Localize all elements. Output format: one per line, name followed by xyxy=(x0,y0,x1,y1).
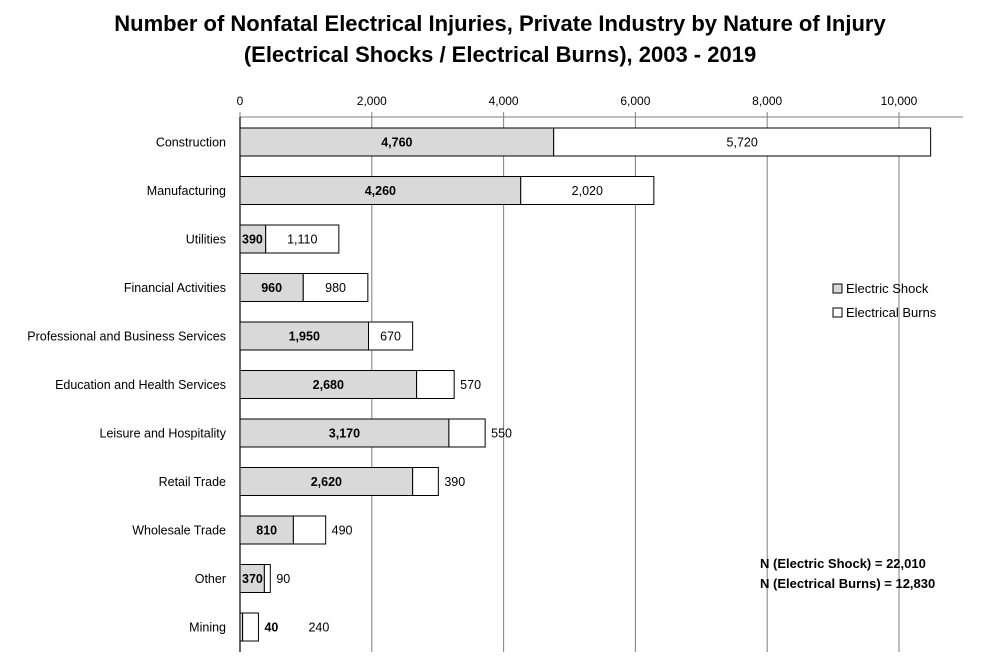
data-label-electric-shock: 2,680 xyxy=(312,378,344,392)
chart-title-line-1: Number of Nonfatal Electrical Injuries, Private Industry by Nature of Injury xyxy=(114,11,886,36)
bar-electrical-burns xyxy=(413,468,439,496)
annotation-electric-shock-total: N (Electric Shock) = 22,010 xyxy=(760,556,926,571)
data-label-electrical-burns: 90 xyxy=(276,572,291,586)
legend-entry: Electric Shock xyxy=(846,281,929,296)
x-axis-ticks xyxy=(237,94,918,117)
data-label-electric-shock: 3,170 xyxy=(328,426,361,441)
category-label: Utilities xyxy=(185,232,226,247)
totals-annotation xyxy=(760,556,935,591)
category-label: Other xyxy=(194,572,226,586)
legend-swatch xyxy=(833,308,842,317)
data-label-electric-shock: 810 xyxy=(256,523,278,538)
x-tick-label: 0 xyxy=(236,94,244,108)
legend-swatch xyxy=(833,284,842,293)
legend xyxy=(833,281,937,320)
bar-electrical-burns xyxy=(264,565,270,593)
x-tick-label: 2,000 xyxy=(356,94,387,108)
x-tick-label: 10,000 xyxy=(880,94,918,108)
category-label: Retail Trade xyxy=(158,475,226,489)
data-label-electrical-burns: 550 xyxy=(491,426,513,441)
data-label-electrical-burns: 490 xyxy=(331,523,353,538)
bar-electrical-burns xyxy=(243,613,259,641)
category-label: Leisure and Hospitality xyxy=(99,426,226,441)
data-label-electrical-burns: 390 xyxy=(444,475,466,489)
chart-title-line-2: (Electrical Shocks / Electrical Burns), 2003 - 2019 xyxy=(243,42,757,67)
data-label-electrical-burns: 980 xyxy=(325,281,346,295)
annotation-electrical-burns-total: N (Electrical Burns) = 12,830 xyxy=(760,576,936,591)
data-label-electric-shock: 4,760 xyxy=(381,135,413,150)
category-label: Professional and Business Services xyxy=(27,329,226,344)
category-label: Manufacturing xyxy=(146,184,226,198)
data-label-electric-shock: 370 xyxy=(242,572,263,586)
data-label-electrical-burns: 2,020 xyxy=(571,184,603,198)
data-label-electric-shock: 960 xyxy=(261,281,283,295)
category-label: Education and Health Services xyxy=(55,378,226,392)
data-label-electrical-burns: 570 xyxy=(460,378,482,392)
bar-electrical-burns xyxy=(293,516,325,544)
legend-entry: Electrical Burns xyxy=(846,305,937,320)
data-label-electrical-burns: 670 xyxy=(380,329,402,344)
category-labels xyxy=(27,136,226,635)
category-label: Construction xyxy=(155,135,226,150)
data-label-electric-shock: 1,950 xyxy=(288,329,320,344)
data-label-electrical-burns: 240 xyxy=(308,620,330,635)
category-label: Financial Activities xyxy=(123,281,226,295)
data-label-electrical-burns: 5,720 xyxy=(726,135,758,150)
data-label-electric-shock: 4,260 xyxy=(364,184,397,198)
x-tick-label: 4,000 xyxy=(488,94,519,108)
x-tick-label: 8,000 xyxy=(752,94,783,108)
category-label: Wholesale Trade xyxy=(132,523,226,538)
category-label: Mining xyxy=(189,620,226,635)
data-label-electric-shock: 40 xyxy=(264,620,279,635)
data-label-electric-shock: 2,620 xyxy=(310,475,342,489)
data-label-electrical-burns: 1,110 xyxy=(287,232,318,247)
bar-electrical-burns xyxy=(449,419,485,447)
x-tick-label: 6,000 xyxy=(620,94,651,108)
data-label-electric-shock: 390 xyxy=(242,232,263,247)
bar-electrical-burns xyxy=(417,371,455,399)
